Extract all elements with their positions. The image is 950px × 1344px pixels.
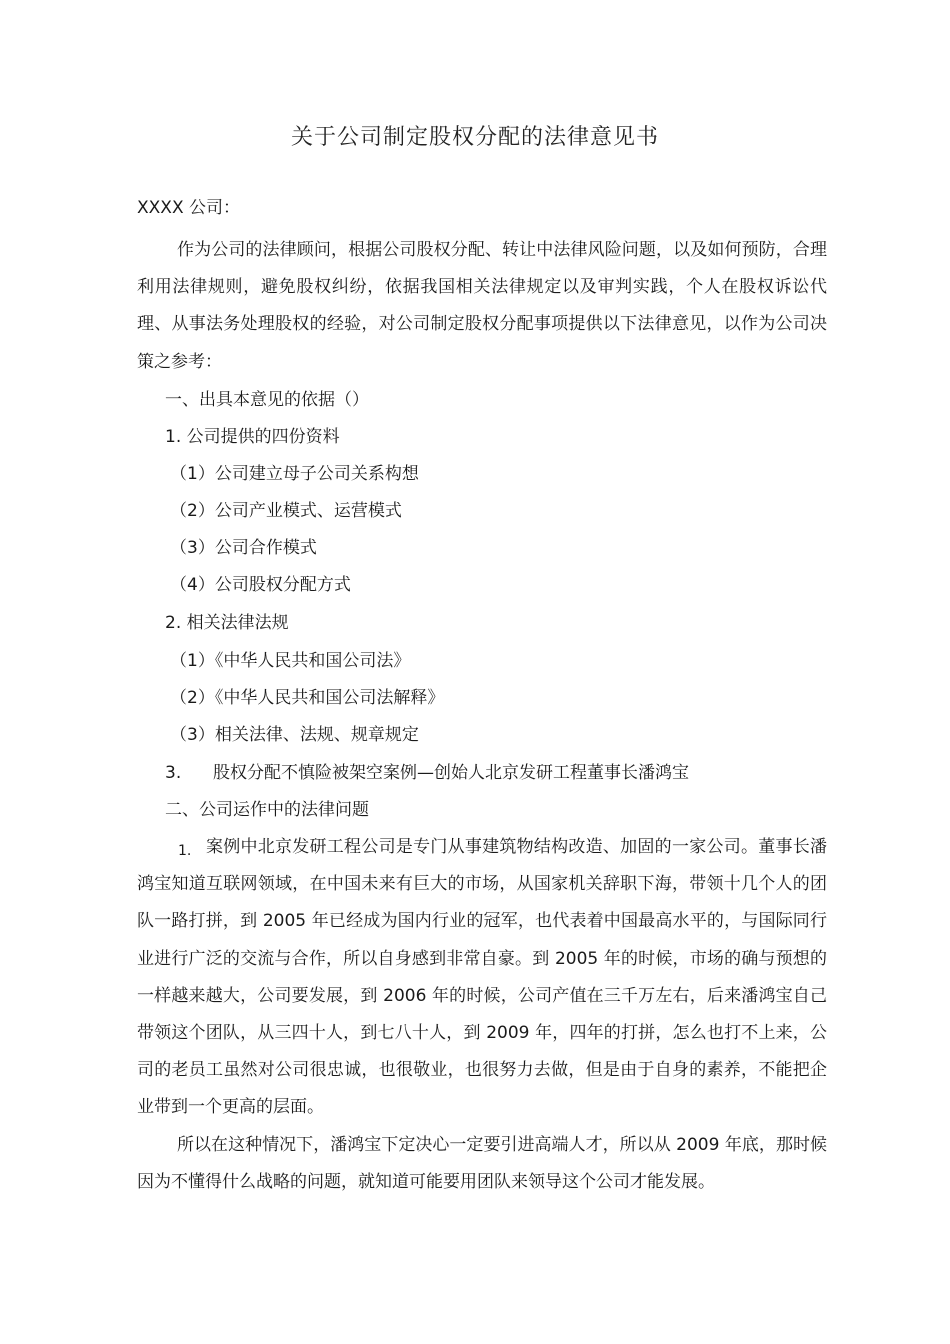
salutation: XXXX 公司： <box>137 198 240 218</box>
law-item-3: （3）相关法律、法规、规章规定 <box>170 725 419 745</box>
basis-item-1: 1. 公司提供的四份资料 <box>165 427 340 447</box>
material-item-1: （1）公司建立母子公司关系构想 <box>170 464 419 484</box>
law-item-2: （2）《中华人民共和国公司法解释》 <box>170 688 445 708</box>
basis-item-3-text: 股权分配不慎险被架空案例—创始人北京发研工程董事长潘鸿宝 <box>213 763 689 783</box>
material-item-3: （3）公司合作模式 <box>170 538 317 558</box>
law-item-1: （1）《中华人民共和国公司法》 <box>170 651 411 671</box>
section2-heading: 二、公司运作中的法律问题 <box>165 800 369 820</box>
intro-paragraph: 作为公司的法律顾问，根据公司股权分配、转让中法律风险问题，以及如何预防，合理利用法律规则，避免股权纠纷，依据我国相关法律规定以及审判实践，个人在股权诉讼代理、从事法务处理股权的经验，对公司制定股权分配事项提供以下法律意见，以作为公司决策之参考： <box>137 240 827 372</box>
document-title: 关于公司制定股权分配的法律意见书 <box>290 125 659 150</box>
material-item-2: （2）公司产业模式、运营模式 <box>170 501 402 521</box>
case-paragraph: 案例中北京发研工程公司是专门从事建筑物结构改造、加固的一家公司。董事长潘鸿宝知道互联网领域，在中国未来有巨大的市场，从国家机关辞职下海，带领十几个人的团队一路打拼，到 2005 年已经成为国内行业的冠军，也代表着中国最高水平的，与国际同行业进行广泛的交流与合作，所以自身感到非常自豪。到 2005 年的时候，市场的确与预想的一样越来越大，公司要发展，到 2006 年的时候，公司产值在三千万左右，后来潘鸿宝自己带领这个团队，从三四十人，到七八十人，到 2009 年，四年的打拼，怎么也打不上来，公司的老员工虽然对公司很忠诚，也很敬业，也很努力去做，但是由于自身的素养，不能把企业带到一个更高的层面。 <box>137 837 827 1118</box>
case-paragraph-number: 1. <box>178 843 192 859</box>
conclusion-paragraph: 所以在这种情况下，潘鸿宝下定决心一定要引进高端人才，所以从 2009 年底，那时候因为不懂得什么战略的问题，就知道可能要用团队来领导这个公司才能发展。 <box>137 1135 827 1193</box>
material-item-4: （4）公司股权分配方式 <box>170 575 351 595</box>
basis-item-3-number: 3. <box>165 763 182 783</box>
basis-item-2: 2. 相关法律法规 <box>165 613 289 633</box>
section1-heading: 一、出具本意见的依据（） <box>165 390 369 410</box>
